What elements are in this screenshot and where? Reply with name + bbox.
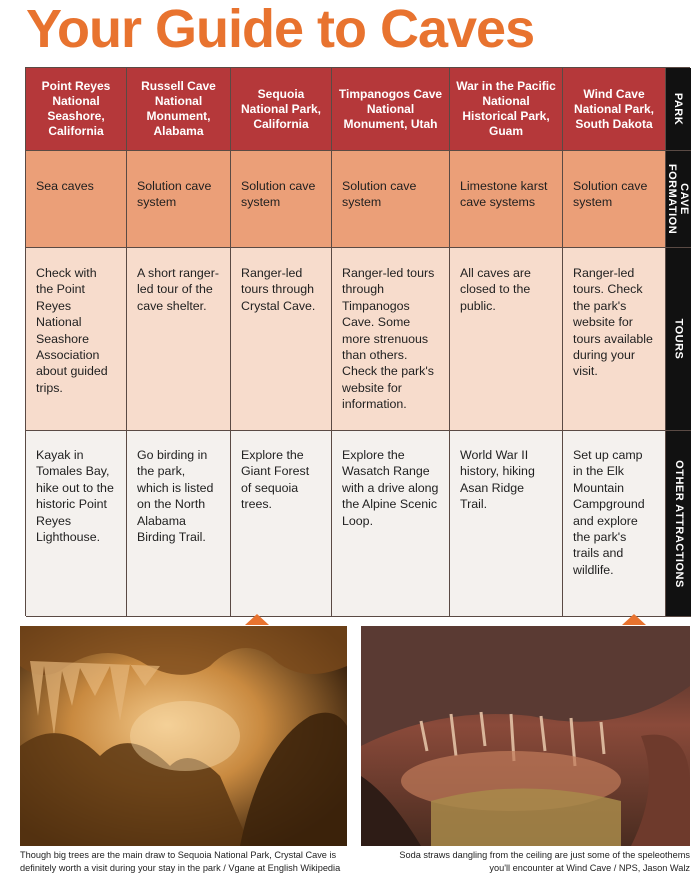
pointer-triangle-icon: [245, 614, 269, 625]
park-name: Sequoia National Park, California: [231, 68, 332, 151]
tours-info: Ranger-led tours. Check the park's website for tours available during your visit.: [563, 248, 666, 431]
park-name: War in the Pacific National Historical Park, Guam: [450, 68, 563, 151]
row-label-tours: TOURS: [666, 248, 691, 431]
crystal-cave-photo: [20, 626, 347, 846]
row-label-attractions: OTHER ATTRACTIONS: [666, 431, 691, 617]
tours-info: Ranger-led tours through Timpanogos Cave. Some more strenuous than others. Check the park's website for information.: [332, 248, 450, 431]
tours-info: All caves are closed to the public.: [450, 248, 563, 431]
park-name: Timpanogos Cave National Monument, Utah: [332, 68, 450, 151]
tours-info: A short ranger-led tour of the cave shelter.: [127, 248, 231, 431]
tours-info: Check with the Point Reyes National Seashore Association about guided trips.: [26, 248, 127, 431]
cave-guide-table: [25, 67, 690, 616]
cave-formation: Solution cave system: [231, 151, 332, 248]
other-attractions: Set up camp in the Elk Mountain Campground and explore the park's trails and wildlife.: [563, 431, 666, 617]
photo-caption-left: Though big trees are the main draw to Sequoia National Park, Crystal Cave is definitely worth a visit during your stay in the park / Vgane at English Wikipedia: [20, 850, 341, 873]
cave-formation: Solution cave system: [332, 151, 450, 248]
other-attractions: Explore the Giant Forest of sequoia trees.: [231, 431, 332, 617]
row-label-park: PARK: [666, 68, 691, 151]
other-attractions: Explore the Wasatch Range with a drive along the Alpine Scenic Loop.: [332, 431, 450, 617]
park-name: Wind Cave National Park, South Dakota: [563, 68, 666, 151]
tours-info: Ranger-led tours through Crystal Cave.: [231, 248, 332, 431]
pointer-triangle-icon: [622, 614, 646, 625]
cave-formation: Solution cave system: [127, 151, 231, 248]
wind-cave-photo: [361, 626, 690, 846]
park-name: Point Reyes National Seashore, California: [26, 68, 127, 151]
park-name: Russell Cave National Monument, Alabama: [127, 68, 231, 151]
cave-formation: Solution cave system: [563, 151, 666, 248]
cave-formation: Limestone karst cave systems: [450, 151, 563, 248]
other-attractions: World War II history, hiking Asan Ridge Trail.: [450, 431, 563, 617]
row-label-formation: CAVE FORMATION: [666, 151, 691, 248]
page-title: Your Guide to Caves: [26, 0, 535, 59]
cave-formation: Sea caves: [26, 151, 127, 248]
other-attractions: Kayak in Tomales Bay, hike out to the historic Point Reyes Lighthouse.: [26, 431, 127, 617]
photo-caption-right: Soda straws dangling from the ceiling are just some of the speleothems you'll encounter at Wind Cave / NPS, Jason Walz: [399, 850, 690, 873]
other-attractions: Go birding in the park, which is listed on the North Alabama Birding Trail.: [127, 431, 231, 617]
